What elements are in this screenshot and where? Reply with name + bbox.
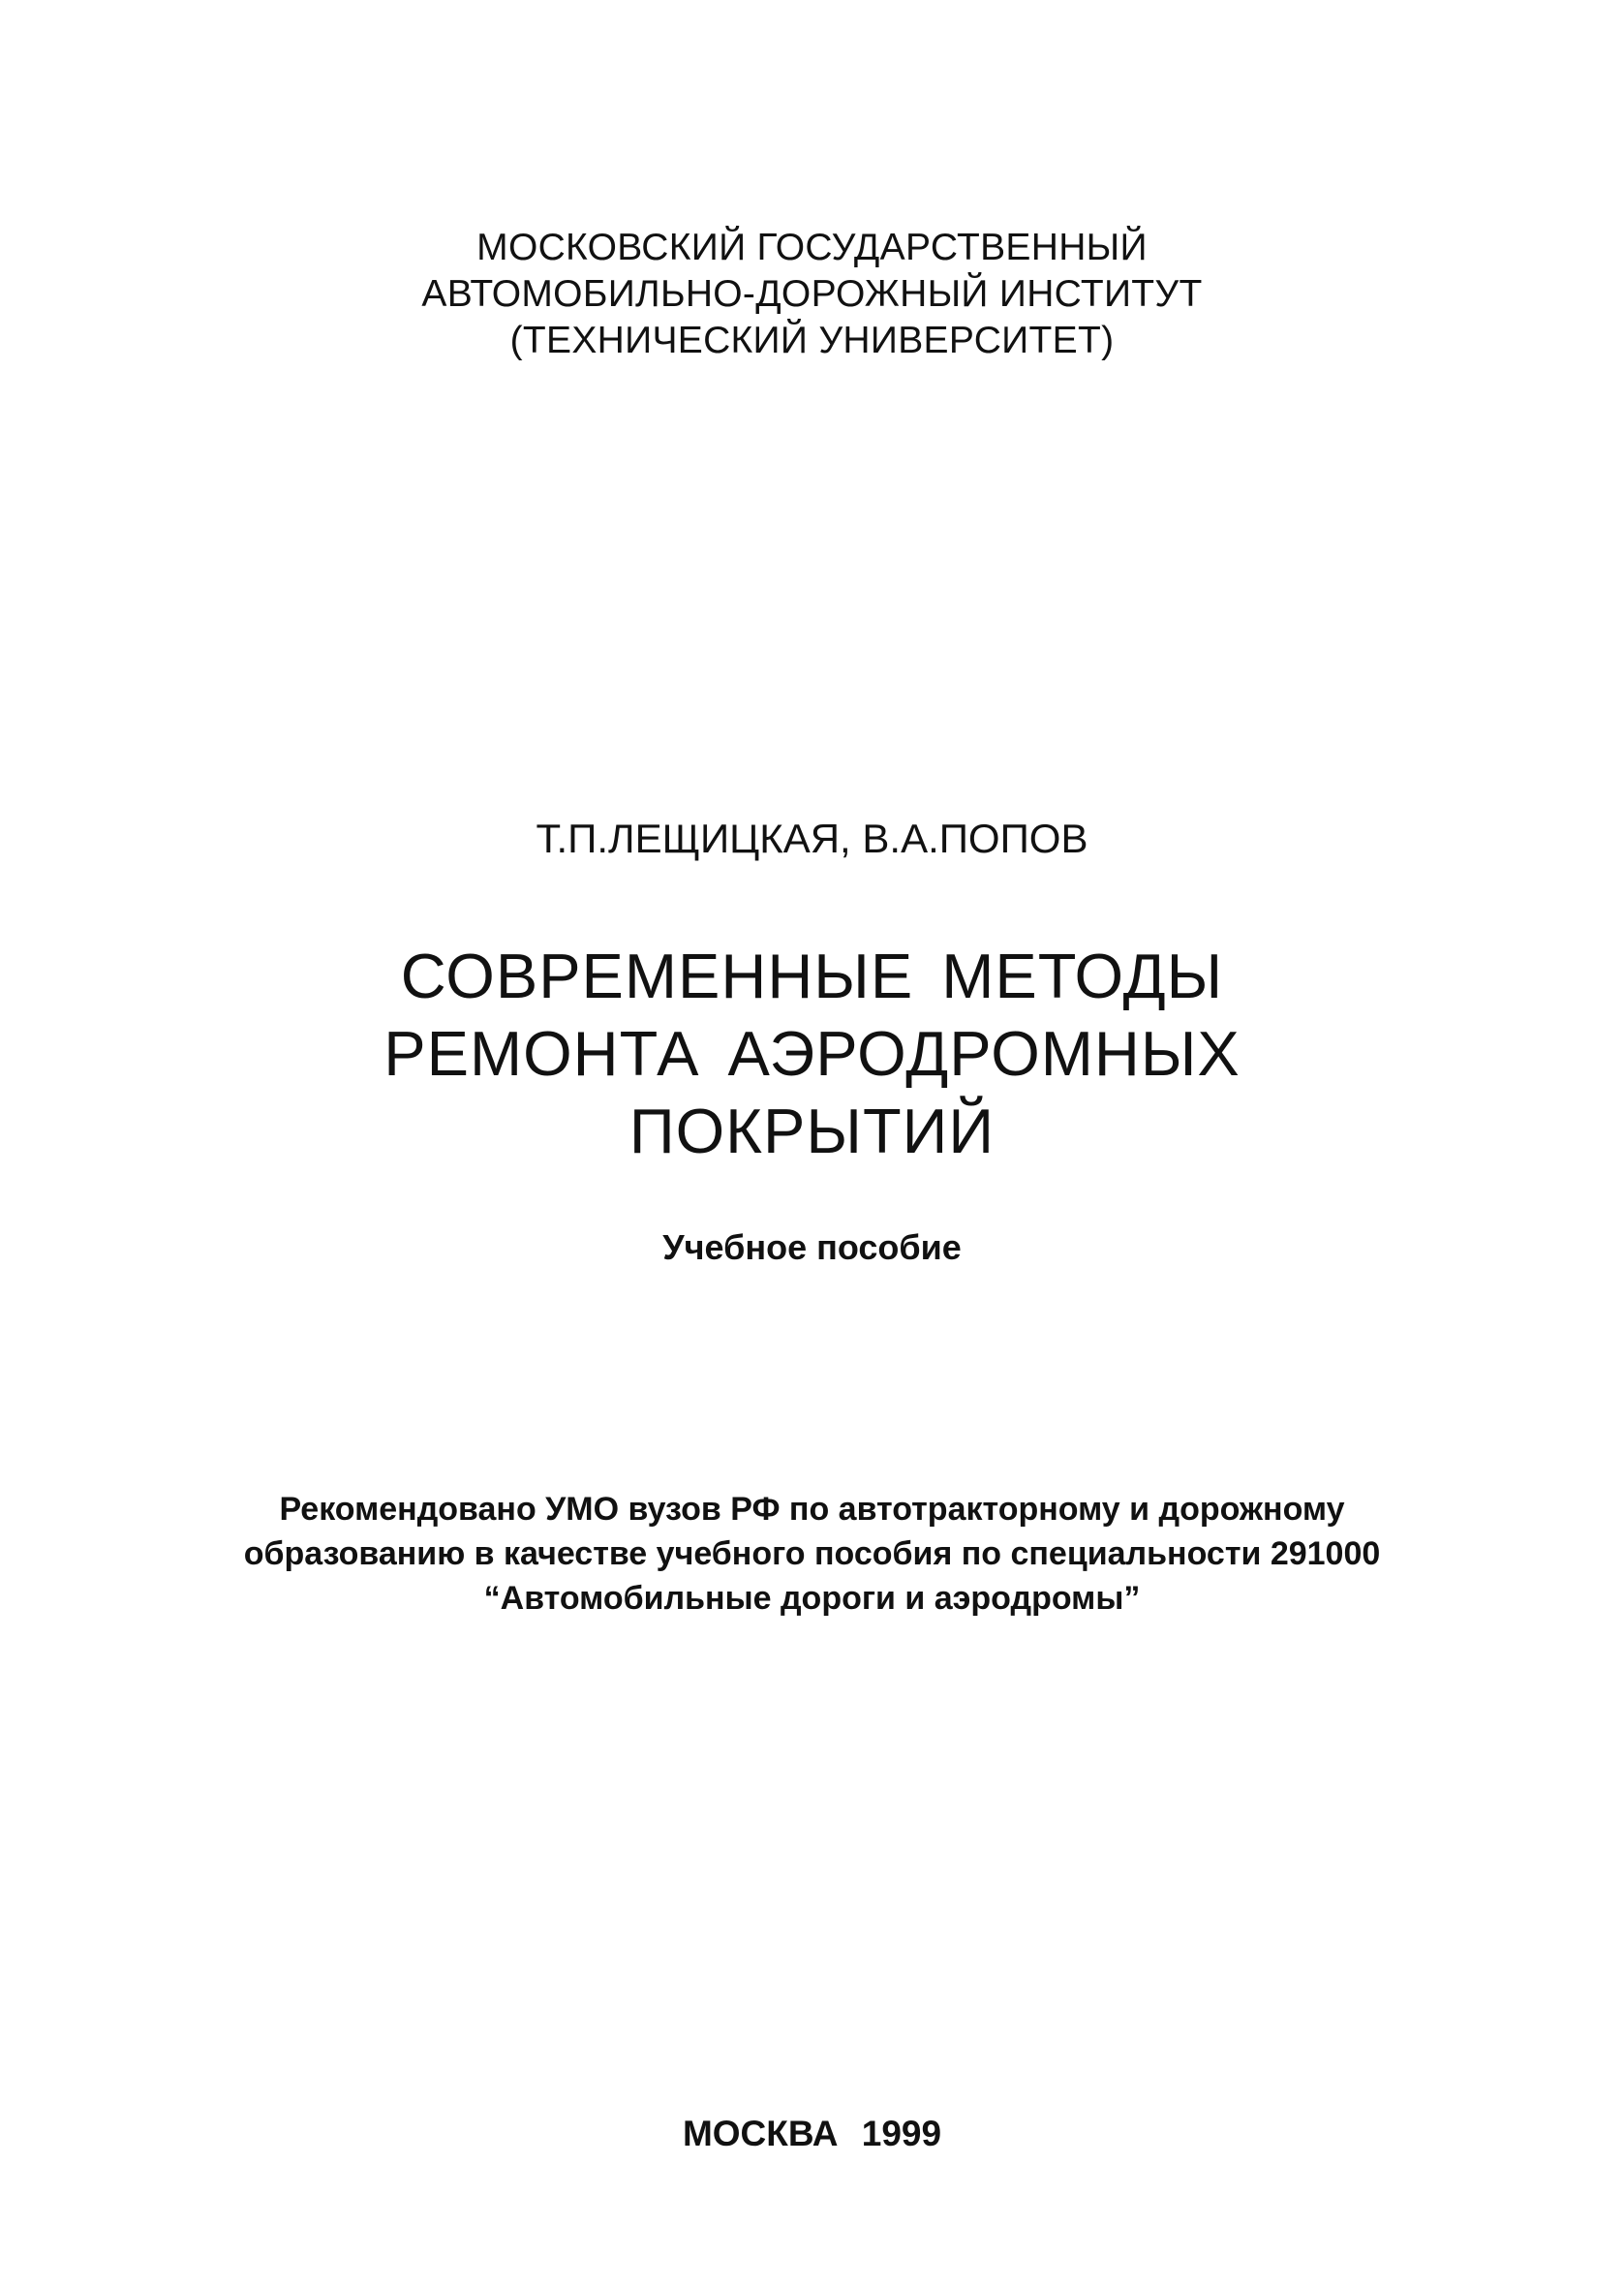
title-line: СОВРЕМЕННЫЕ МЕТОДЫ — [400, 941, 1224, 1011]
institution-line: МОСКОВСКИЙ ГОСУДАРСТВЕННЫЙ — [476, 227, 1148, 268]
institution-line: АВТОМОБИЛЬНО-ДОРОЖНЫЙ ИНСТИТУТ — [421, 273, 1203, 315]
recommendation-line: “Автомобильные дороги и аэродромы” — [483, 1580, 1141, 1617]
subtitle: Учебное пособие — [662, 1227, 962, 1267]
book-title — [0, 938, 1624, 1170]
title-line: ПОКРЫТИЙ — [628, 1096, 996, 1166]
title-line: РЕМОНТА АЭРОДРОМНЫХ — [383, 1018, 1241, 1089]
institution-line: (ТЕХНИЧЕСКИЙ УНИВЕРСИТЕТ) — [509, 320, 1115, 361]
recommendation-line: образованию в качестве учебного пособия по специальности 291000 — [243, 1535, 1381, 1572]
institution-header — [0, 225, 1624, 364]
recommendation-line: Рекомендовано УМО вузов РФ по автотракторному и дорожному — [279, 1491, 1345, 1528]
recommendation-note — [0, 1487, 1624, 1621]
imprint-city-year: МОСКВА 1999 — [682, 2114, 942, 2153]
authors: Т.П.ЛЕЩИЦКАЯ, В.А.ПОПОВ — [536, 816, 1088, 861]
